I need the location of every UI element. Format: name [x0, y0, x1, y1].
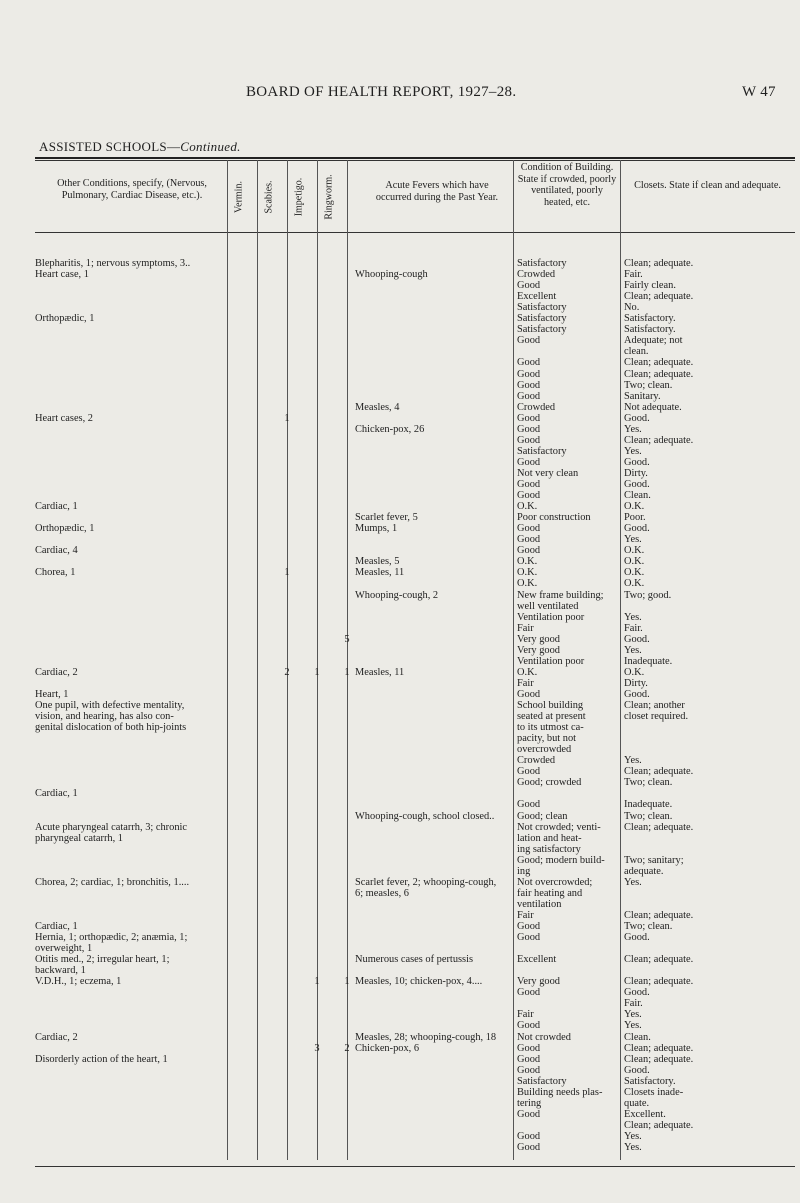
cell-closets: O.K.: [624, 578, 645, 590]
cell-closets: Good.: [624, 688, 650, 700]
cell-closets: Not adequate.: [624, 401, 682, 413]
cell-other-conditions: Heart, 1: [35, 688, 69, 700]
cell-other-conditions: Heart cases, 2: [35, 412, 93, 424]
cell-building-condition: Good: [517, 799, 541, 811]
cell-building-condition: Good: [517, 490, 541, 502]
cell-building-condition: Satisfactory: [517, 258, 567, 269]
cell-closets: Clean.: [624, 1031, 651, 1043]
cell-building-condition: Good; crowded: [517, 777, 582, 789]
cell-other-conditions: Orthopædic, 1: [35, 523, 95, 535]
report-title: BOARD OF HEALTH REPORT, 1927–28.: [246, 84, 517, 100]
cell-building-condition: Good: [517, 766, 541, 778]
cell-building-condition: Crowded: [517, 401, 556, 413]
cell-building-condition: well ventilated: [517, 600, 579, 612]
cell-closets: Clean; adequate.: [624, 976, 694, 988]
cell-closets: Two; sanitary;: [624, 854, 684, 866]
cell-building-condition: Good: [517, 921, 541, 932]
cell-building-condition: Good: [517, 1053, 541, 1065]
cell-other-conditions: pharyngeal catarrh, 1: [35, 832, 123, 844]
cell-building-condition: Good: [517, 434, 541, 446]
cell-other-conditions: One pupil, with defective mentality,: [35, 700, 185, 711]
cell-other-conditions: vision, and hearing, has also con-: [35, 711, 174, 723]
cell-building-condition: Not crowded: [517, 1031, 571, 1043]
cell-building-condition: Good: [517, 1142, 541, 1153]
cell-closets: O.K.: [624, 501, 645, 513]
cell-building-condition: tering: [517, 1097, 542, 1109]
cell-building-condition: Good: [517, 1042, 541, 1054]
cell-acute-fevers: Scarlet fever, 2; whooping-cough,: [355, 876, 497, 888]
cell-building-condition: Good: [517, 423, 541, 435]
cell-building-condition: O.K.: [517, 556, 538, 568]
cell-acute-fevers: Chicken-pox, 26: [355, 423, 425, 435]
cell-building-condition: Good: [517, 545, 541, 557]
cell-closets: Good.: [624, 456, 650, 468]
cell-closets: Fairly clean.: [624, 280, 676, 292]
cell-other-conditions: Otitis med., 2; irregular heart, 1;: [35, 954, 170, 966]
cell-other-conditions: Orthopædic, 1: [35, 313, 95, 325]
cell-other-conditions: Cardiac, 1: [35, 788, 78, 800]
cell-acute-fevers: Whooping-cough, 2: [355, 589, 439, 601]
cell-building-condition: Good: [517, 534, 541, 546]
cell-other-conditions: Blepharitis, 1; nervous symptoms, 3..: [35, 258, 191, 269]
cell-other-conditions: Cardiac, 2: [35, 1031, 78, 1043]
cell-building-condition: Crowded: [517, 269, 556, 281]
cell-other-conditions: Disorderly action of the heart, 1: [35, 1053, 168, 1065]
cell-acute-fevers: 6; measles, 6: [355, 887, 409, 899]
cell-building-condition: fair heating and: [517, 887, 583, 899]
cell-impetigo: 3: [314, 1042, 320, 1054]
cell-building-condition: Good: [517, 357, 541, 369]
cell-building-condition: Very good: [517, 644, 560, 656]
cell-closets: Yes.: [624, 445, 642, 457]
cell-closets: Fair.: [624, 269, 643, 281]
cell-closets: Fair.: [624, 998, 643, 1010]
header-other-conditions: Other Conditions, specify, (Nervous, Pulmonary, Cardiac Disease, etc.).: [57, 178, 207, 201]
cell-other-conditions: Hernia, 1; orthopædic, 2; anæmia, 1;: [35, 932, 188, 944]
cell-building-condition: Ventilation poor: [517, 611, 585, 623]
cell-other-conditions: Chorea, 1: [35, 567, 76, 579]
cell-building-condition: Satisfactory: [517, 302, 567, 314]
cell-scabies: 1: [284, 412, 290, 424]
cell-building-condition: O.K.: [517, 501, 538, 513]
cell-closets: Good.: [624, 633, 650, 645]
cell-acute-fevers: Measles, 28; whooping-cough, 18: [355, 1031, 497, 1043]
cell-building-condition: seated at present: [517, 711, 586, 723]
cell-closets: Dirty.: [624, 677, 648, 689]
cell-building-condition: Excellent: [517, 291, 557, 303]
section-title-continued: Continued.: [180, 139, 241, 154]
cell-building-condition: Not crowded; venti-: [517, 821, 601, 833]
cell-acute-fevers: Measles, 11: [355, 567, 405, 579]
cell-closets: Two; clean.: [624, 921, 673, 932]
cell-closets: Yes.: [624, 1142, 642, 1153]
section-title-main: ASSISTED SCHOOLS—: [39, 139, 181, 154]
cell-closets: No.: [624, 302, 640, 314]
cell-closets: Two; good.: [624, 589, 672, 601]
cell-building-condition: Good: [517, 1108, 541, 1120]
cell-closets: Good.: [624, 479, 650, 490]
cell-building-condition: Good; modern build-: [517, 854, 605, 866]
page-number: W 47: [742, 84, 776, 100]
cell-closets: Yes.: [624, 611, 642, 623]
cell-acute-fevers: Measles, 11: [355, 666, 405, 678]
cell-other-conditions: Cardiac, 4: [35, 545, 78, 557]
cell-acute-fevers: Chicken-pox, 6: [355, 1042, 420, 1054]
cell-closets: Clean; another: [624, 700, 685, 711]
cell-closets: Two; clean.: [624, 379, 673, 391]
table-bottom-rule: [35, 1166, 795, 1167]
cell-closets: Clean.: [624, 490, 651, 502]
cell-ringworm: 1: [344, 976, 350, 988]
cell-closets: O.K.: [624, 556, 645, 568]
cell-closets: Clean; adequate.: [624, 1119, 694, 1131]
cell-ringworm: 1: [344, 666, 350, 678]
cell-building-condition: Poor construction: [517, 512, 591, 524]
cell-building-condition: ing satisfactory: [517, 843, 581, 855]
cell-closets: Closets inade-: [624, 1086, 684, 1098]
cell-building-condition: Good: [517, 523, 541, 535]
cell-closets: Clean; adequate.: [624, 821, 694, 833]
cell-building-condition: O.K.: [517, 666, 538, 678]
cell-building-condition: Good: [517, 368, 541, 380]
cell-other-conditions: genital dislocation of both hip-joints: [35, 722, 187, 734]
cell-building-condition: Fair: [517, 677, 534, 689]
cell-acute-fevers: Scarlet fever, 5: [355, 512, 418, 524]
cell-other-conditions: backward, 1: [35, 965, 86, 977]
cell-closets: Clean; adequate.: [624, 434, 694, 446]
cell-scabies: 1: [284, 567, 290, 579]
cell-closets: Yes.: [624, 1009, 642, 1021]
cell-closets: Sanitary.: [624, 390, 661, 402]
cell-closets: Clean; adequate.: [624, 357, 694, 369]
cell-closets: Satisfactory.: [624, 1075, 676, 1087]
cell-closets: Inadequate.: [624, 799, 673, 811]
cell-building-condition: Good: [517, 335, 541, 347]
cell-building-condition: Very good: [517, 976, 560, 988]
cell-other-conditions: V.D.H., 1; eczema, 1: [35, 976, 122, 988]
cell-building-condition: Good: [517, 412, 541, 424]
table-top-rule: [35, 157, 795, 159]
cell-closets: Poor.: [624, 512, 646, 524]
cell-other-conditions: overweight, 1: [35, 943, 93, 955]
cell-building-condition: Good: [517, 1130, 541, 1142]
cell-closets: adequate.: [624, 865, 664, 877]
cell-impetigo: 1: [314, 976, 320, 988]
cell-closets: O.K.: [624, 666, 645, 678]
header-building-condition: Condition of Building. State if crowded, poorly ventilated, poorly heated, etc.: [517, 162, 617, 208]
cell-building-condition: Building needs plas-: [517, 1086, 603, 1098]
cell-building-condition: Good: [517, 456, 541, 468]
header-closets: Closets. State if clean and adequate.: [634, 180, 781, 191]
cell-closets: Good.: [624, 412, 650, 424]
header-acute-fevers: Acute Fevers which have occurred during the Past Year.: [375, 180, 499, 203]
cell-building-condition: Good: [517, 479, 541, 490]
cell-other-conditions: Cardiac, 1: [35, 501, 78, 513]
cell-closets: Good.: [624, 932, 650, 944]
cell-closets: Clean; adequate.: [624, 368, 694, 380]
cell-closets: Good.: [624, 987, 650, 999]
cell-building-condition: Fair: [517, 1009, 534, 1021]
cell-acute-fevers: Mumps, 1: [355, 523, 398, 535]
cell-building-condition: Good: [517, 1064, 541, 1076]
cell-closets: Yes.: [624, 876, 642, 888]
header-impetigo: Impetigo.: [293, 177, 305, 217]
cell-building-condition: to its utmost ca-: [517, 722, 584, 734]
cell-closets: clean.: [624, 346, 649, 358]
cell-building-condition: Good: [517, 932, 541, 944]
header-scabies: Scabies.: [263, 180, 275, 214]
cell-acute-fevers: Whooping-cough: [355, 269, 428, 281]
cell-building-condition: School building: [517, 700, 584, 711]
cell-building-condition: ing: [517, 865, 531, 877]
cell-building-condition: Good: [517, 390, 541, 402]
cell-closets: Clean; adequate.: [624, 1053, 694, 1065]
cell-closets: Inadequate.: [624, 655, 673, 667]
cell-building-condition: Satisfactory: [517, 1075, 567, 1087]
header-bottom-rule: [35, 232, 795, 233]
cell-impetigo: 1: [314, 666, 320, 678]
cell-closets: Yes.: [624, 755, 642, 767]
cell-ringworm: 5: [344, 633, 350, 645]
cell-closets: Clean; adequate.: [624, 766, 694, 778]
cell-closets: Yes.: [624, 423, 642, 435]
cell-closets: Two; clean.: [624, 777, 673, 789]
cell-building-condition: O.K.: [517, 578, 538, 590]
cell-closets: Yes.: [624, 534, 642, 546]
cell-building-condition: Fair: [517, 622, 534, 634]
header-vermin: Vermin.: [233, 181, 245, 213]
cell-building-condition: Ventilation poor: [517, 655, 585, 667]
header-ringworm: Ringworm.: [323, 174, 335, 220]
table-row: [35, 1142, 795, 1154]
cell-closets: Two; clean.: [624, 810, 673, 822]
cell-closets: Clean; adequate.: [624, 258, 694, 269]
cell-building-condition: lation and heat-: [517, 832, 582, 844]
cell-other-conditions: Heart case, 1: [35, 269, 89, 281]
cell-building-condition: Good: [517, 280, 541, 292]
cell-ringworm: 2: [344, 1042, 350, 1054]
cell-building-condition: Satisfactory: [517, 324, 567, 336]
cell-closets: Satisfactory.: [624, 324, 676, 336]
cell-building-condition: Fair: [517, 909, 534, 921]
cell-building-condition: Good: [517, 987, 541, 999]
cell-building-condition: Good: [517, 688, 541, 700]
cell-closets: Dirty.: [624, 467, 648, 479]
cell-building-condition: Not very clean: [517, 467, 579, 479]
cell-other-conditions: Cardiac, 1: [35, 921, 78, 932]
cell-acute-fevers: Whooping-cough, school closed..: [355, 810, 495, 822]
cell-closets: Satisfactory.: [624, 313, 676, 325]
cell-building-condition: Excellent: [517, 954, 557, 966]
cell-closets: Clean; adequate.: [624, 1042, 694, 1054]
cell-closets: quate.: [624, 1097, 650, 1109]
cell-acute-fevers: Measles, 4: [355, 401, 400, 413]
cell-closets: O.K.: [624, 567, 645, 579]
cell-closets: Excellent.: [624, 1108, 666, 1120]
cell-building-condition: O.K.: [517, 567, 538, 579]
cell-closets: Fair.: [624, 622, 643, 634]
cell-building-condition: Good; clean: [517, 810, 568, 822]
cell-closets: Clean; adequate.: [624, 909, 694, 921]
cell-building-condition: pacity, but not: [517, 733, 577, 745]
section-title: [39, 139, 241, 155]
cell-building-condition: Good: [517, 379, 541, 391]
cell-building-condition: Very good: [517, 633, 560, 645]
cell-building-condition: ventilation: [517, 898, 562, 910]
cell-other-conditions: Cardiac, 2: [35, 666, 78, 678]
cell-closets: Yes.: [624, 1020, 642, 1032]
cell-closets: Good.: [624, 523, 650, 535]
cell-closets: Yes.: [624, 644, 642, 656]
cell-building-condition: overcrowded: [517, 744, 572, 756]
cell-building-condition: Good: [517, 1020, 541, 1032]
cell-closets: closet required.: [624, 711, 689, 723]
cell-closets: O.K.: [624, 545, 645, 557]
cell-closets: Good.: [624, 1064, 650, 1076]
cell-building-condition: Not overcrowded;: [517, 876, 593, 888]
cell-building-condition: Satisfactory: [517, 445, 567, 457]
cell-closets: Clean; adequate.: [624, 291, 694, 303]
cell-acute-fevers: Numerous cases of pertussis: [355, 954, 474, 966]
table-header: [35, 160, 795, 230]
cell-acute-fevers: Measles, 5: [355, 556, 400, 568]
cell-building-condition: Satisfactory: [517, 313, 567, 325]
cell-closets: Adequate; not: [624, 335, 683, 347]
cell-building-condition: New frame building;: [517, 589, 604, 601]
cell-scabies: 2: [284, 666, 290, 678]
cell-closets: Clean; adequate.: [624, 954, 694, 966]
cell-other-conditions: Chorea, 2; cardiac, 1; bronchitis, 1....: [35, 876, 190, 888]
cell-acute-fevers: Measles, 10; chicken-pox, 4....: [355, 976, 483, 988]
cell-closets: Yes.: [624, 1130, 642, 1142]
cell-other-conditions: Acute pharyngeal catarrh, 3; chronic: [35, 821, 188, 833]
cell-building-condition: Crowded: [517, 755, 556, 767]
